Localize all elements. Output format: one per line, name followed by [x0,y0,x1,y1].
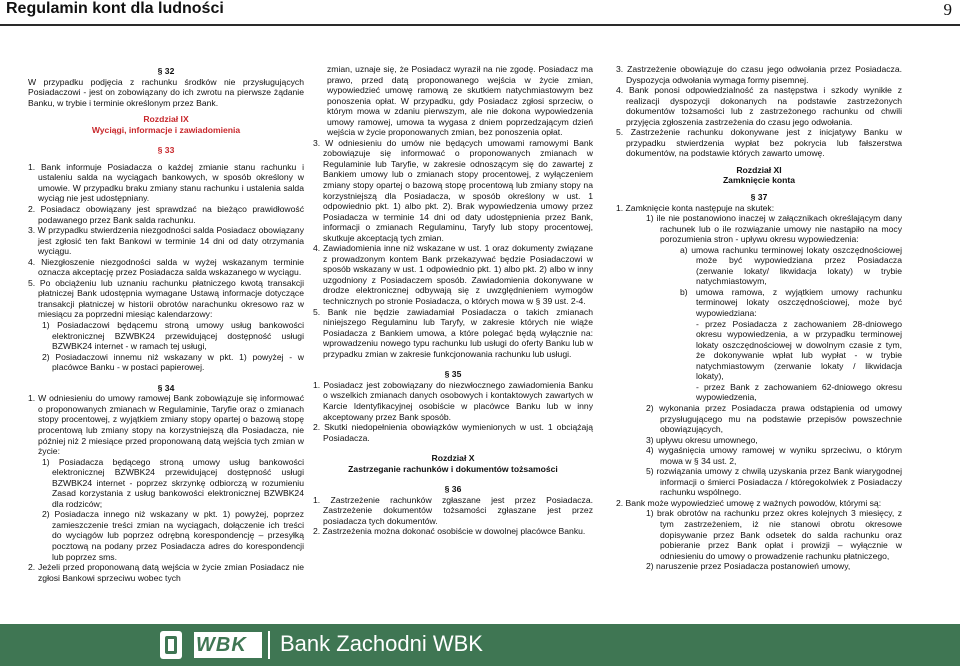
section-37-item-1-1-a: a) umowa rachunku terminowej lokaty oszczędnościowej może być wypowiedziana przez Posiadacza (zerwanie lokaty/ likwidacja lokaty) w trybie natychmiastowym, [680,244,902,287]
section-34-item-5: 5. Bank nie będzie zawiadamiał Posiadacza o takich zmianach niniejszego Regulaminu lub Taryfy, w zakresie których nie wiąże Posiadacza z Bankiem umowa, a które polegać będą wyłącznie na: wprowadzeniu nowego typu rachunku lub usługi do oferty Banku lub w przypadku zmian w zakresie funkcjonowania rachunku lub usługi. [313,306,593,359]
section-37-item-1-2: 2) wykonania przez Posiadacza prawa odstąpienia od umowy przysługującego mu na podstawie przepisów powszechnie obowiązujących, [646,402,902,435]
section-33-item-1: 1. Bank informuje Posiadacza o każdej zmianie stanu rachunku i ustaleniu salda na wyciągach bankowych, w sposób określony w umowie. W przypadku braku zmiany stanu rachunku i ustalenia salda wyciąg nie jest udostępniany. [28,161,304,204]
section-37-item-1-1-b-1: - przez Posiadacza z zachowaniem 28-dniowego okresu wypowiedzenia, a w przypadku terminowej lokaty oszczędnościowej w dowolnym czasie z tym, że dokonywanie wpłat lub wypłat - w trybie natychmiastowym (zerwanie lokaty / likwidacja lokaty), [696,318,902,382]
document-title: Regulamin kont dla ludności [6,0,224,17]
section-34-item-2: 2. Jeżeli przed proponowaną datą wejścia w życie zmian Posiadacz nie zgłosi Bankowi sprzeciwu wobec tych [28,562,304,583]
column-2 [313,64,593,537]
section-36-item-5: 5. Zastrzeżenie rachunku dokonywane jest z inicjatywy Banku w przypadku stwierdzenia wypłat bez pokrycia lub fałszerstwa dokumentów, na podstawie których zawarto umowę. [616,127,902,159]
page-number: 9 [943,0,952,19]
section-37-item-1-1-b: b) umowa ramowa, z wyjątkiem umowy rachunku terminowej lokaty oszczędnościowej, może być wypowiedziana: [680,286,902,319]
section-34-item-4: 4. Zawiadomienia inne niż wskazane w ust. 1 oraz dokumenty związane z prowadzonym kontem Bank przekazywać będzie Posiadaczowi w sposób wskazany w ust. 1 odpowiednio pkt. 1) albo pkt. 2) albo w inny uzgodniony z Posiadaczem sposób. Zawiadomienia dokonywane w drodze elektronicznej odbywają się z uwzględnieniem wymogów technicznych po stronie Posiadacza, o których mowa w § 39 ust. 2-4. [313,243,593,307]
bank-name: Bank Zachodni WBK [280,631,483,656]
section-37-item-1: 1. Zamknięcie konta następuje na skutek: [616,202,775,213]
section-33-item-5-2: 2) Posiadaczowi innemu niż wskazany w pkt. 1) powyżej - w placówce Banku - w postaci papierowej. [42,351,304,373]
section-37-item-2-2: 2) naruszenie przez Posiadacza postanowień umowy, [646,561,851,572]
section-32-heading: § 32 [157,66,175,76]
section-36-item-1: 1. Zastrzeżenie rachunków zgłaszane jest przez Posiadacza. Zastrzeżenie dokumentów tożsamości zgłaszane jest przez posiadacza tych dokumentów. [313,494,593,526]
chapter-11-title: Zamknięcie konta [722,175,796,186]
section-34-item-1-2: 2) Posiadacza innego niż wskazany w pkt. 1) powyżej, poprzez zamieszczenie treści zmian na wyciągach, dołączenie ich treści do wyciągów lub poprzez odrębną korespondencję – przesyłką pocztową na podany przez Posiadacza adres do korespondencji lub poprzez sms. [42,509,304,562]
section-33-item-2: 2. Posiadacz obowiązany jest sprawdzać na bieżąco prawidłowość podawanego przez Bank salda rachunku. [28,204,304,225]
section-36-item-2: 2. Zastrzeżenia można dokonać osobiście w dowolnej placówce Banku. [313,526,586,537]
section-34-continuation: zmian, uznaje się, że Posiadacz wyraził na nie zgodę. Posiadacz ma prawo, przed datą proponowanego wejścia w życie zmian, wypowiedzieć umowę ramową ze skutkiem natychmiastowym bez ponoszenia opłat. W przypadku, gdy Posiadacz zgłosi sprzeciw, o którym mowa w zdaniu pierwszym, ale nie dokona wypowiedzenia umowy ramowej, umowa ta wygasa z dniem poprzedzającym dzień wejścia w życie proponowanych zmian, bez ponoszenia opłat. [327,64,593,138]
section-37-item-1-1-b-2: - przez Bank z zachowaniem 62-dniowego okresu wypowiedzenia, [696,381,902,403]
chapter-9-heading: Rozdział IX [143,114,189,125]
section-33-heading: § 33 [157,145,175,156]
chapter-10-title: Zastrzeganie rachunków i dokumentów tożsamości [348,463,558,474]
section-35-item-1: 1. Posiadacz jest zobowiązany do niezwłocznego zawiadomienia Banku o wszelkich zmianach danych osobowych i kontaktowych zawartych w Karcie Identyfikacyjnej osobiście w placówce Banku lub w inny akceptowany przez Bank sposób. [313,379,593,422]
section-34-heading: § 34 [157,382,175,393]
section-36-heading: § 36 [444,484,462,495]
section-36-item-3: 3. Zastrzeżenie obowiązuje do czasu jego odwołania przez Posiadacza. Dyspozycja odwołania wymaga formy pisemnej. [616,64,902,85]
section-37-item-1-4: 4) wygaśnięcia umowy ramowej w wyniku sprzeciwu, o którym mowa w § 34 ust. 2, [646,445,902,466]
chapter-10-heading: Rozdział X [431,453,475,464]
section-34-item-1-1: 1) Posiadacza będącego stroną umowy usług bankowości elektronicznej BZWBK24 przewidującej dostępność usługi BZWBK24 internet - poprzez skrzynkę odbiorczą w rozumieniu Zasad korzystania z usług bankowości elektronicznej BZWBK24 dla rodziców; [42,456,304,509]
section-37-item-1-5: 5) rozwiązania umowy z chwilą uzyskania przez Bank wiarygodnej informacji o śmierci Posiadacza / któregokolwiek z Posiadaczy rachunku wspólnego. [646,466,902,498]
column-1 [28,66,304,583]
wbk-logo: WBK [194,632,262,658]
section-33-item-5: 5. Po obciążeniu lub uznaniu rachunku płatniczego kwotą transakcji płatniczej Bank udostępnia wymagane Ustawą informacje dotyczące transakcji płatniczej w historii obrotów narachunku okresowo raz w miesiącu za poprzedni miesiąc kalendarzowy: [28,277,304,320]
section-33-item-5-1: 1) Posiadaczowi będącemu stroną umowy usług bankowości elektronicznej BZWBK24 przewidującej dostępność usługi BZWBK24 internet - w ramach tej usługi, [42,320,304,352]
section-35-item-2: 2. Skutki niedopełnienia obowiązków wymienionych w ust. 1 obciążają Posiadacza. [313,422,593,443]
section-37-item-2-1: 1) brak obrotów na rachunku przez okres kolejnych 3 miesięcy, z tym zastrzeżeniem, iż nie stanowi obrotu okresowe dopisywanie przez Bank odsetek do salda rachunku oraz pobieranie przez Bank opłat i prowizji – wyłącznie w odniesieniu do umowy o prowadzenie rachunku płatniczego, [646,508,902,561]
footer-divider [268,631,270,659]
chapter-11-heading: Rozdział XI [736,164,782,175]
section-33-item-3: 3. W przypadku stwierdzenia niezgodności salda Posiadacz obowiązany jest zgłosić ten fakt Bankowi w terminie 14 dni od daty otrzymania wyciągu. [28,225,304,257]
footer-banner [0,624,960,666]
section-34-item-3: 3. W odniesieniu do umów nie będących umowami ramowymi Bank zobowiązuje się informować o proponowanych zmianach w Regulaminie lub Taryfie, w zakresie odnoszącym się do zawartej z Bankiem umowy lub o zmianach stopy procentowej, z wyłączeniem zmiany stopy opartej o bazową stopę procentową lub zmiany stopy na korzystniejszą dla Posiadacza, w sposób określony w ust. 1 odpowiednio pkt. 1) albo pkt. 2). Brak wypowiedzenia umowy przez Posiadacza w terminie 14 dni od daty udostępnienia przez Bank, informacji o zmianach Regulaminu, Taryfy lub stopy procentowej, skutkuje akceptacją tych zmian. [313,137,593,243]
chapter-9-title: Wyciągi, informacje i zawiadomienia [91,124,241,135]
page-header [0,0,960,26]
section-33-item-4: 4. Niezgłoszenie niezgodności salda w wyżej wskazanym terminie oznacza akceptację przez Posiadacza salda wskazanego w wyciągu. [28,256,304,278]
section-32-text: W przypadku podjęcia z rachunku środków nie przysługujących Posiadaczowi - jest on zobowiązany do ich zwrotu na pierwsze żądanie Banku, w trybie i terminie określonym przez Bank. [28,76,304,108]
column-3 [616,64,902,572]
section-35-heading: § 35 [444,369,462,380]
section-36-item-4: 4. Bank ponosi odpowiedzialność za następstwa i szkody wynikłe z realizacji dyspozycji dokonanych na podstawie zastrzeżonych dokumentów tożsamości lub z zastrzeżonego rachunku od chwili przyjęcia zgłoszenia zastrzeżenia do czasu jego odwołania. [616,85,902,127]
section-34-item-1: 1. W odniesieniu do umowy ramowej Bank zobowiązuje się informować o proponowanych zmianach w Regulaminie, Taryfie oraz o zmianach stopy procentowej, z wyjątkiem zmiany stopy opartej o bazową stopę procentową lub zmiany stopy na korzystniejszą dla Posiadacza, nie później niż 2 miesiące przed proponowaną datą wejścia tych zmian w życie: [28,393,304,457]
section-37-item-1-1: 1) ile nie postanowiono inaczej w załącznikach określającym dany rachunek lub o ile rozwiązanie umowy nie nastąpiło na mocy porozumienia stron - upływu okresu wypowiedzenia: [646,213,902,245]
bank-logo-icon [160,631,182,659]
section-37-item-1-3: 3) upływu okresu umownego, [646,434,758,445]
section-37-item-2: 2. Bank może wypowiedzieć umowę z ważnych powodów, którymi są: [616,497,882,508]
section-37-heading: § 37 [750,192,768,203]
